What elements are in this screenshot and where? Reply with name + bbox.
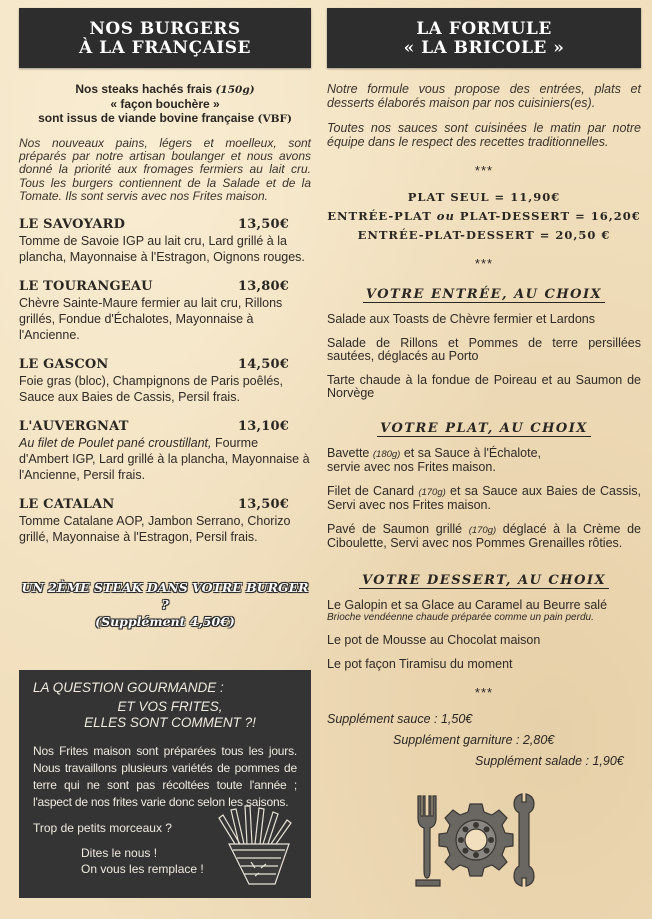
formule-title-line1: LA FORMULE xyxy=(416,19,552,39)
fries-icon xyxy=(209,804,301,888)
burgers-title-line1: NOS BURGERS xyxy=(89,19,241,39)
question-trop: Trop de petits morceaux ? xyxy=(33,821,172,835)
plat-item xyxy=(327,447,641,475)
plat3-desc: déglacé à la Crème de Ciboulette, Servi avec nos Pommes Grenailles rôties. xyxy=(327,521,641,550)
burger-desc: Foie gras (bloc), Champignons de Paris poêlés, Sauce aux Baies de Cassis, Persil frais. xyxy=(19,374,284,405)
entree-item: Salade de Rillons et Pommes de terre persillées sautées, déglacés au Porto xyxy=(327,335,641,363)
question-title: LA QUESTION GOURMANDE : xyxy=(33,680,224,695)
second-steak-offer xyxy=(19,579,311,630)
formule-title-line2: « LA BRICOLE » xyxy=(403,38,565,58)
steak-line2: « façon bouchère » xyxy=(110,97,220,111)
price-two-courses xyxy=(327,209,641,223)
entree-item: Tarte chaude à la fondue de Poireau et au Saumon de Norvège xyxy=(327,372,641,400)
price-ou: ou xyxy=(436,209,455,223)
burger-name: LE SAVOYARD xyxy=(19,217,126,233)
plat3-weight: (170g) xyxy=(468,524,497,536)
steak-weight: (150g) xyxy=(215,84,255,96)
burger-name: LE GASCON xyxy=(19,357,109,373)
dessert1-sub: Brioche vendéenne chaude préparée comme un pain perdu. xyxy=(327,612,594,623)
question-sub1: ET VOS FRITES, xyxy=(117,699,223,714)
fries-question-box xyxy=(19,670,311,898)
dessert-heading-text: VOTRE DESSERT, AU CHOIX xyxy=(359,573,609,589)
plat1-desc2: servie avec nos Frites maison. xyxy=(327,460,496,474)
burger-name: L'AUVERGNAT xyxy=(19,419,129,435)
question-dites2: On vous les remplace ! xyxy=(81,862,204,876)
steak-intro xyxy=(19,82,311,126)
steak-line3: sont issus de viande bovine française xyxy=(38,111,255,125)
price-plat-dessert: PLAT-DESSERT = 16,20€ xyxy=(459,209,641,223)
burger-price: 13,50€ xyxy=(238,497,289,513)
burger-price: 13,80€ xyxy=(238,279,289,295)
burger-item xyxy=(19,497,311,545)
burgers-column xyxy=(19,8,311,630)
plat1-desc: et sa Sauce à l'Échalote, xyxy=(403,445,542,460)
burger-item xyxy=(19,357,311,405)
entree-heading xyxy=(327,287,641,303)
second-steak-question: UN 2ÈME STEAK DANS VOTRE BURGER ? xyxy=(21,580,309,613)
burgers-title-line2: À LA FRANÇAISE xyxy=(78,38,251,58)
second-steak-price: (Supplément 4,50€) xyxy=(95,614,235,630)
plat2-weight: (170g) xyxy=(418,486,446,498)
plat-item xyxy=(327,523,641,551)
entree-heading-text: VOTRE ENTRÉE, AU CHOIX xyxy=(363,287,605,303)
burger-item xyxy=(19,419,311,483)
stars-divider: *** xyxy=(474,685,494,700)
burger-desc: Tomme de Savoie IGP au lait cru, Lard grillé à la plancha, Mayonnaise à l'Estragon, Oignons rouges. xyxy=(19,234,305,265)
burgers-title xyxy=(19,8,311,68)
burger-name: LE TOURANGEAU xyxy=(19,279,153,295)
dessert-item xyxy=(327,599,641,625)
burger-item xyxy=(19,279,311,343)
formule-intro2: Toutes nos sauces sont cuisinées le matin par notre équipe dans le respect des recettes traditionnelles. xyxy=(327,121,641,149)
stars-divider: *** xyxy=(474,256,494,271)
burger-price: 13,50€ xyxy=(238,217,289,233)
plat-heading-text: VOTRE PLAT, AU CHOIX xyxy=(377,421,591,437)
burger-desc-italic: Au filet de Poulet pané croustillant, xyxy=(19,436,212,451)
dessert1-name: Le Galopin et sa Glace au Caramel au Beurre salé xyxy=(327,597,608,612)
burger-desc: Chèvre Sainte-Maure fermier au lait cru, Rillons grillés, Fondue d'Échalotes, Mayonnaise à l'Ancienne. xyxy=(19,296,283,343)
burger-price: 13,10€ xyxy=(238,419,289,435)
question-dites1: Dites le nous ! xyxy=(81,846,158,860)
burger-desc: Tomme Catalane AOP, Jambon Serrano, Chorizo grillé, Mayonnaise à l'Estragon, Persil frais. xyxy=(19,514,291,545)
burgers-intro: Nos nouveaux pains, légers et moelleux, sont préparés par notre artisan boulanger et nous avons donné la priorité aux fromages fermiers au lait cru. Tous les burgers contiennent de la Salade et de la Tomate. Ils sont servis avec nos Frites maison. xyxy=(19,136,311,203)
question-sub2: ELLES SONT COMMENT ?! xyxy=(84,715,256,730)
price-three-courses: ENTRÉE-PLAT-DESSERT = 20,50 € xyxy=(357,228,611,242)
plat2-desc: et sa Sauce aux Baies de Cassis, Servi avec nos Frites maison. xyxy=(327,483,641,512)
question-text: Nos Frites maison sont préparées tous les jours. Nous travaillons plusieurs variétés de pommes de terre qui ne sont pas récoltées toute l'année ; l'aspect de nos frites varie donc selon les saisons. xyxy=(33,744,297,809)
entree-item: Salade aux Toasts de Chèvre fermier et Lardons xyxy=(327,312,595,326)
plat-heading xyxy=(327,421,641,437)
burger-item xyxy=(19,217,311,265)
supplement-salade: Supplément salade : 1,90€ xyxy=(475,754,624,768)
formule-intro1: Notre formule vous propose des entrées, plats et desserts élaborés maison par nos cuisiniers(es). xyxy=(327,82,641,110)
plat3-name: Pavé de Saumon grillé xyxy=(327,521,463,536)
dessert-item: Le pot de Mousse au Chocolat maison xyxy=(327,633,541,647)
formule-title xyxy=(327,8,641,68)
supplement-sauce: Supplément sauce : 1,50€ xyxy=(327,712,473,726)
burger-desc xyxy=(19,435,311,483)
dessert-item: Le pot façon Tiramisu du moment xyxy=(327,656,513,671)
plat2-name: Filet de Canard xyxy=(327,483,415,498)
steak-vbf: (VBF) xyxy=(257,113,292,125)
plat1-name: Bavette xyxy=(327,445,370,460)
price-entree-plat: ENTRÉE-PLAT xyxy=(327,209,432,223)
dessert-heading xyxy=(327,573,641,589)
price-plat-seul: PLAT SEUL = 11,90€ xyxy=(407,190,561,204)
plat-item xyxy=(327,485,641,513)
stars-divider: *** xyxy=(474,163,494,178)
burger-desc-rest: Fourme d'Ambert IGP, Lard grillé à la plancha, Mayonnaise à l'Ancienne, Persil frais. xyxy=(19,436,310,483)
supplement-garniture: Supplément garniture : 2,80€ xyxy=(393,733,555,747)
burger-price: 14,50€ xyxy=(238,357,289,373)
plat1-weight: (180g) xyxy=(372,448,401,460)
steak-line1: Nos steaks hachés frais xyxy=(75,82,213,96)
tools-icon xyxy=(410,792,542,888)
burger-name: LE CATALAN xyxy=(19,497,115,513)
formule-column xyxy=(327,8,641,768)
